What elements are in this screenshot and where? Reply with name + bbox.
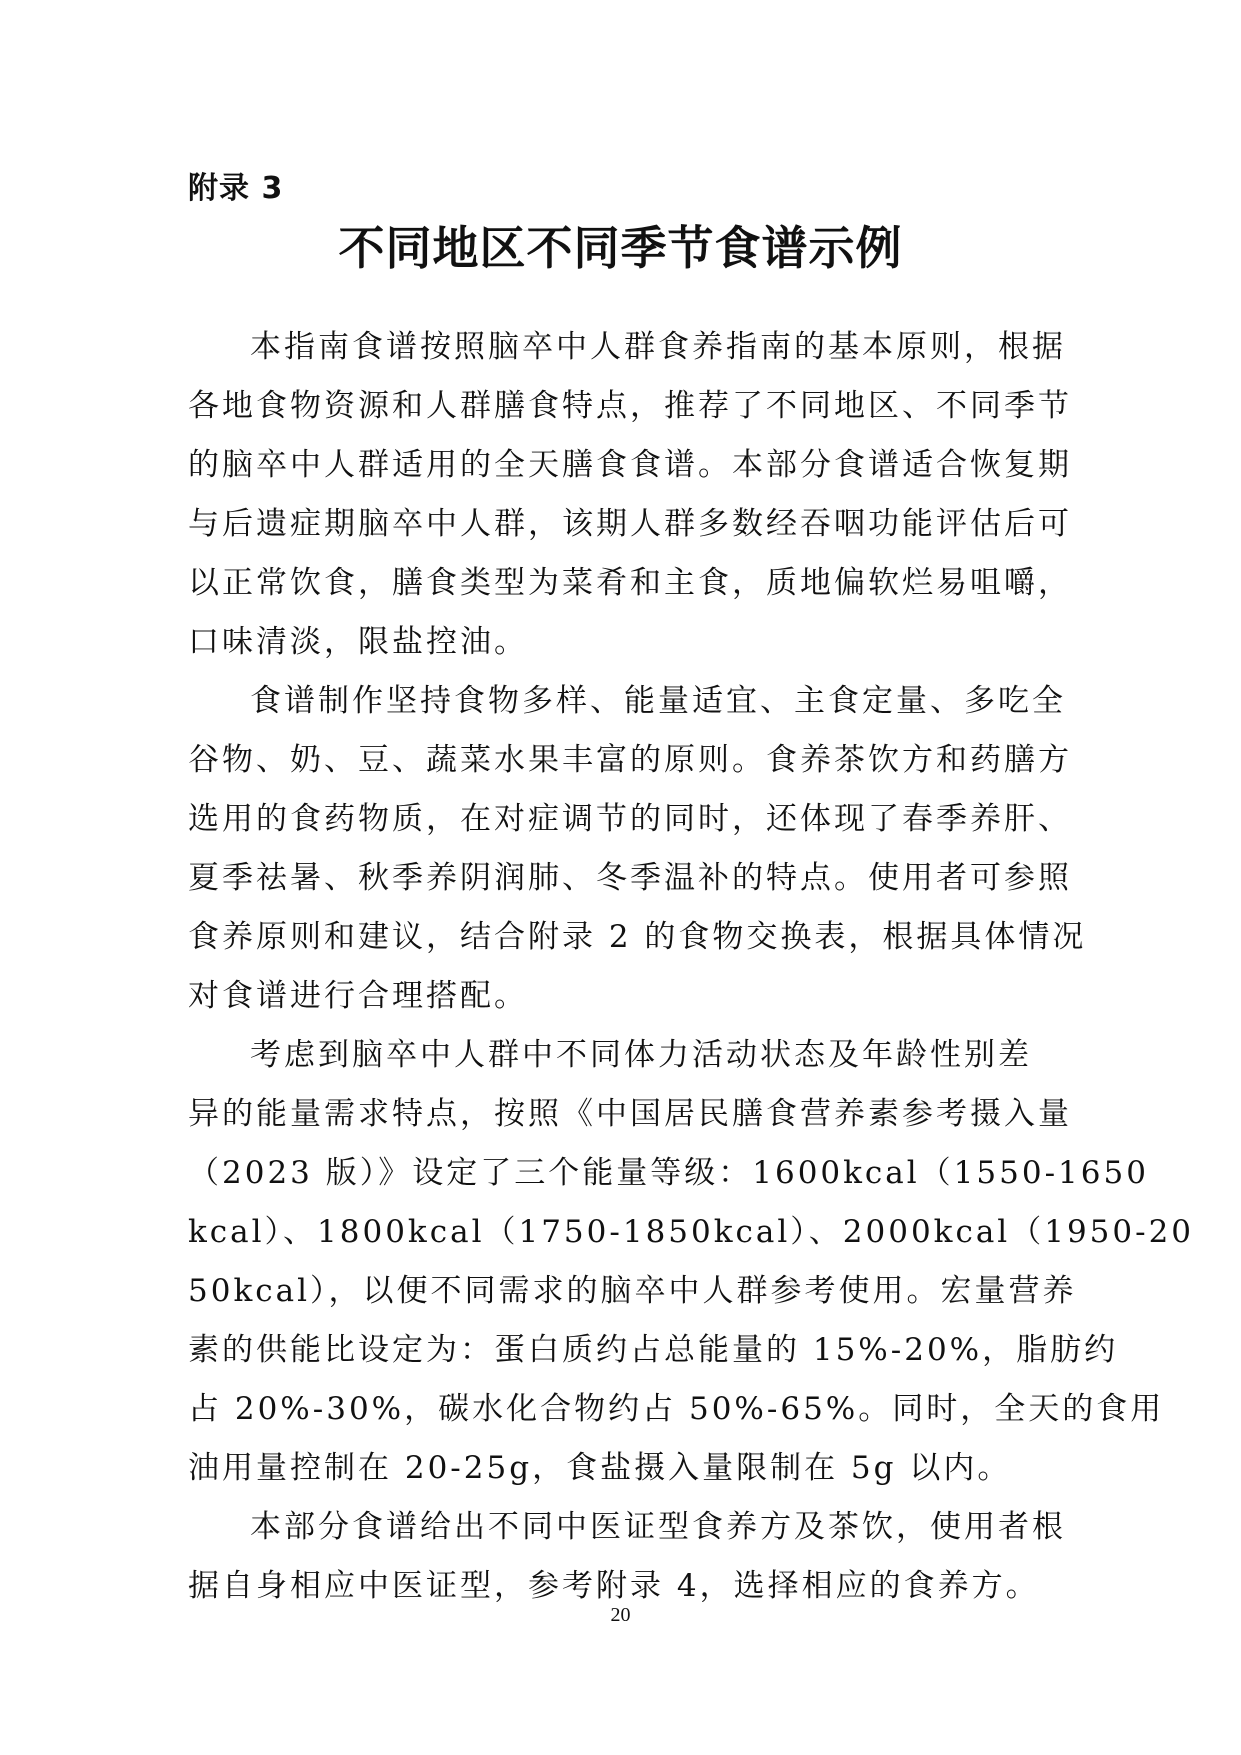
text-line: 谷物、奶、豆、蔬菜水果丰富的原则。食养茶饮方和药膳方 [188,742,1072,778]
text-line: 油用量控制在 20-25g，食盐摄入量限制在 5g 以内。 [188,1450,1012,1486]
paragraph [188,672,1087,1026]
paragraph [188,1498,1066,1616]
text-line: 夏季祛暑、秋季养阴润肺、冬季温补的特点。使用者可参照 [188,860,1072,896]
text-line: 食养原则和建议，结合附录 2 的食物交换表，根据具体情况 [188,919,1087,955]
paragraph [188,1026,1195,1498]
text-line: 各地食物资源和人群膳食特点，推荐了不同地区、不同季节 [188,388,1072,424]
text-line: 的脑卒中人群适用的全天膳食食谱。本部分食谱适合恢复期 [188,447,1072,483]
text-line: 素的供能比设定为：蛋白质约占总能量的 15%-20%，脂肪约 [188,1332,1119,1368]
page-title: 不同地区不同季节食谱示例 [338,221,903,275]
text-line: 食谱制作坚持食物多样、能量适宜、主食定量、多吃全 [250,683,1066,719]
text-line: 50kcal），以便不同需求的脑卒中人群参考使用。宏量营养 [188,1273,1077,1309]
text-line: 对食谱进行合理搭配。 [188,978,528,1014]
text-line: （2023 版）》设定了三个能量等级：1600kcal（1550-1650 [188,1155,1149,1191]
text-line: 本指南食谱按照脑卒中人群食养指南的基本原则，根据 [250,329,1066,365]
text-line: 占 20%-30%，碳水化合物约占 50%-65%。同时，全天的食用 [188,1391,1165,1427]
text-line: kcal）、1800kcal（1750-1850kcal）、2000kcal（1950-20 [188,1214,1195,1250]
text-line: 选用的食药物质，在对症调节的同时，还体现了春季养肝、 [188,801,1072,837]
text-line: 与后遗症期脑卒中人群，该期人群多数经吞咽功能评估后可 [188,506,1072,542]
body-text [188,318,1195,1616]
paragraph [188,318,1072,672]
text-line: 以正常饮食，膳食类型为菜肴和主食，质地偏软烂易咀嚼， [188,565,1072,601]
appendix-label: 附录 3 [188,171,284,206]
page-number: 20 [610,1604,631,1626]
text-line: 考虑到脑卒中人群中不同体力活动状态及年龄性别差 [250,1037,1032,1073]
text-line: 口味清淡，限盐控油。 [188,624,528,660]
text-line: 异的能量需求特点，按照《中国居民膳食营养素参考摄入量 [188,1096,1072,1132]
text-line: 据自身相应中医证型，参考附录 4，选择相应的食养方。 [188,1568,1040,1604]
text-line: 本部分食谱给出不同中医证型食养方及茶饮，使用者根 [250,1509,1066,1545]
